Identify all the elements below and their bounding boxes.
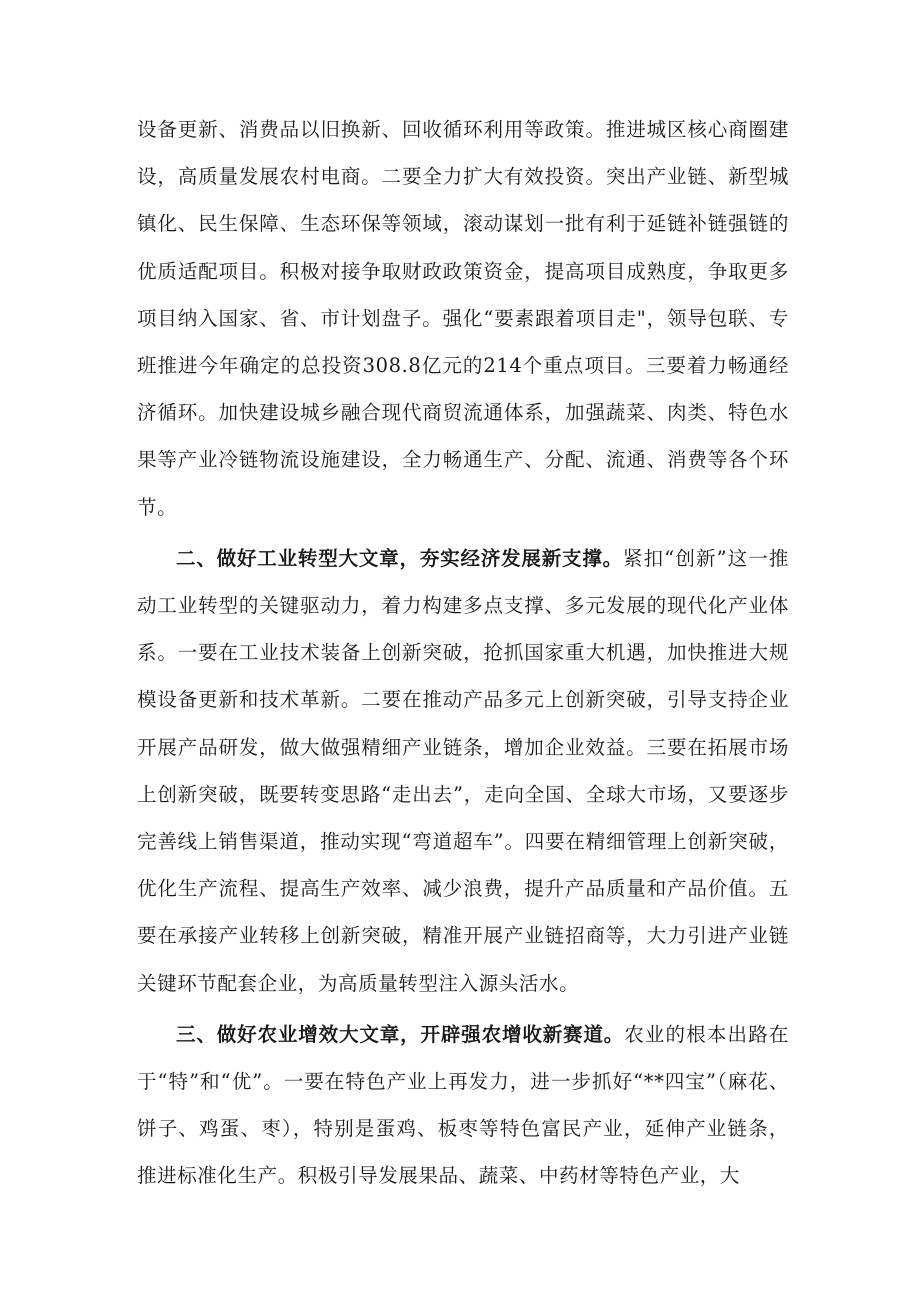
section-heading-agriculture: 三、做好农业增效大文章，开辟强农增收新赛道。 bbox=[176, 1022, 625, 1046]
document-body bbox=[137, 106, 789, 1200]
paragraph-industry-transformation bbox=[137, 535, 789, 1007]
paragraph-text: 设备更新、消费品以旧换新、回收循环利用等政策。推进城区核心商圈建设，高质量发展农村电商。二要全力扩大有效投资。突出产业链、新型城镇化、民生保障、生态环保等领域，滚动谋划一批有利于延链补链强链的优质适配项目。积极对接争取财政政策资金，提高项目成熟度，争取更多项目纳入国家、省、市计划盘子。强化“要素跟着项目走"，领导包联、专班推进今年确定的总投资308.8亿元的214个重点项目。三要着力畅通经济循环。加快建设城乡融合现代商贸流通体系，加强蔬菜、肉类、特色水果等产业冷链物流设施建设，全力畅通生产、分配、流通、消费等各个环节。 bbox=[137, 118, 789, 519]
paragraph-text: 农业的根本出路在于“特”和“优”。一要在特色产业上再发力，进一步抓好“**四宝”（麻花、饼子、鸡蛋、枣），特别是蛋鸡、板枣等特色富民产业，延伸产业链条，推进标准化生产。积极引导发展果品、蔬菜、中药材等特色产业，大 bbox=[137, 1022, 789, 1188]
section-heading-industry: 二、做好工业转型大文章，夯实经济发展新支撑。 bbox=[176, 546, 624, 570]
paragraph-text: 紧扣“创新”这一推动工业转型的关键驱动力，着力构建多点支撑、多元发展的现代化产业体系。一要在工业技术装备上创新突破，抢抓国家重大机遇，加快推进大规模设备更新和技术革新。二要在推动产品多元上创新突破，引导支持企业开展产品研发，做大做强精细产业链条，增加企业效益。三要在拓展市场上创新突破，既要转变思路“走出去”，走向全国、全球大市场，又要逐步完善线上销售渠道，推动实现“弯道超车”。四要在精细管理上创新突破，优化生产流程、提高生产效率、减少浪费，提升产品质量和产品价值。五要在承接产业转移上创新突破，精准开展产业链招商等，大力引进产业链关键环节配套企业，为高质量转型注入源头活水。 bbox=[137, 546, 789, 995]
paragraph-consumption-investment bbox=[137, 106, 789, 531]
paragraph-agriculture-efficiency bbox=[137, 1011, 789, 1200]
